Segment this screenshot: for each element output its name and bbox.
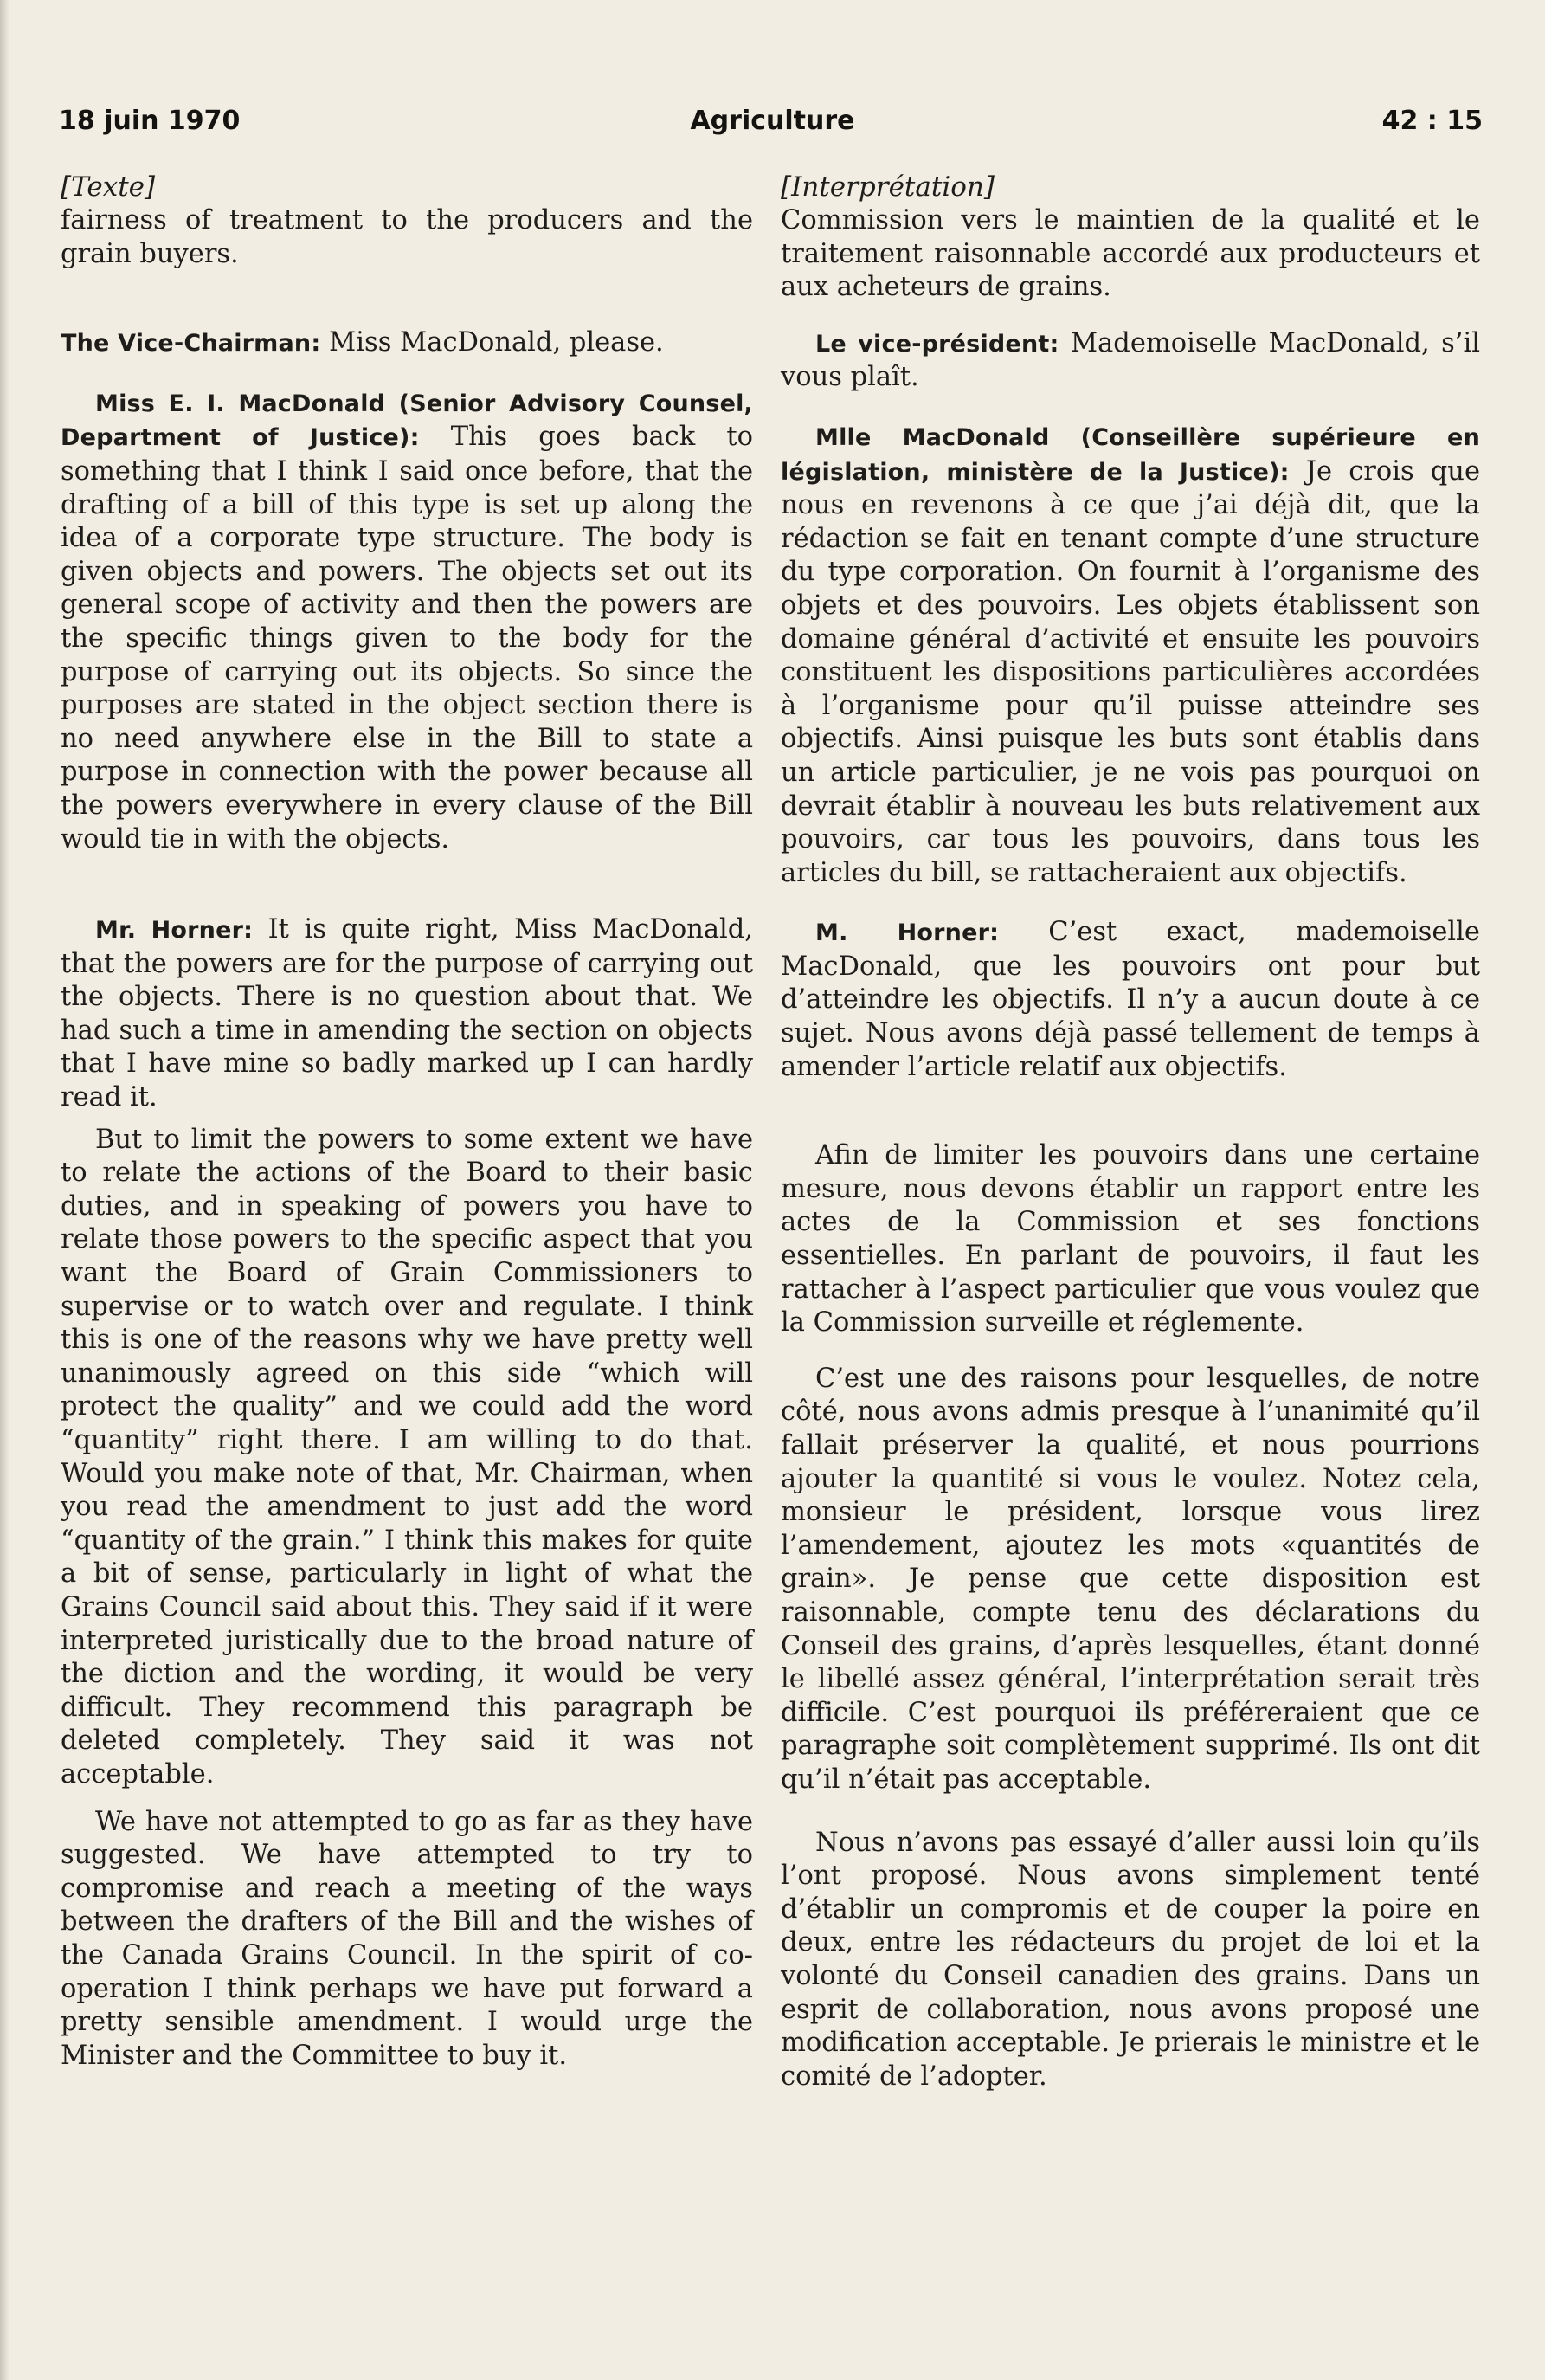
header-date: 18 juin 1970	[59, 106, 241, 136]
speaker-name: The Vice-Chairman:	[61, 330, 321, 358]
header-page-number: 42 : 15	[1381, 106, 1483, 136]
paragraph-vice-president	[781, 327, 1480, 395]
paragraph-body: Afin de limiter les pouvoirs dans une certaine mesure, nous devons établir un rapport entre les actes de la Commission et ses fonctions essentielles. En parlant de pouvoirs, il faut les rattacher à l’aspect particulier que vous voulez que la Commission surveille et réglemente.	[781, 1140, 1480, 1338]
french-column	[781, 170, 1480, 2093]
column-label: [Texte]	[61, 171, 156, 203]
paragraph-intro: Commission vers le maintien de la qualité et le traitement raisonnable accordé aux producteurs et aux acheteurs de grains.	[781, 205, 1480, 303]
speaker-name: Miss E. I. MacDonald (Senior Advisory Counsel, Department of Justice):	[61, 390, 753, 452]
speech-text: It is quite right, Miss MacDonald, that the powers are for the purpose of carrying out the objects. There is no question about that. We had such a time in amending the section on objects that I have mine so badly marked up I can hardly read it.	[61, 914, 753, 1113]
page-edge	[0, 0, 9, 2380]
header-title: Agriculture	[690, 106, 855, 136]
speaker-name: Le vice-président:	[815, 330, 1059, 358]
paragraph-horner	[781, 916, 1480, 1084]
speaker-name: Mlle MacDonald (Conseillère supérieure en législation, ministère de la Justice):	[781, 423, 1480, 486]
paragraph-horner	[61, 913, 753, 1115]
paragraph-macdonald	[61, 387, 753, 856]
paragraph-macdonald	[781, 421, 1480, 890]
speech-text: Je crois que nous en revenons à ce que j’ai déjà dit, que la rédaction se fait en tenant compte d’une structure du type corporation. On fournit à l’organisme des objets et des pouvoirs. Les objets établissent son domaine général d’activité et ensuite les pouvoirs constituent les dispositions particulières accordées à l’organisme pour qu’il puisse atteindre ses objectifs. Ainsi puisque les buts sont établis dans un article particulier, je ne vois pas pourquoi on devrait établir à nouveau les buts relativement aux pouvoirs, car tous les pouvoirs, dans tous les articles du bill, se rattacheraient aux objectifs.	[781, 455, 1481, 888]
paragraph-body: We have not attempted to go as far as they have suggested. We have attempted to try to compromise and reach a meeting of the ways between the drafters of the Bill and the wishes of the Canada Grains Council. In the spirit of co-operation I think perhaps we have put forward a pretty sensible amendment. I would urge the Minister and the Committee to buy it.	[61, 1806, 753, 2071]
paragraph-body: C’est une des raisons pour lesquelles, de notre côté, nous avons admis presque à l’unanimité qu’il fallait préserver la qualité, et nous pourrions ajouter la quantité si vous le voulez. Notez cela, monsieur le président, lorsque vous lirez l’amendement, ajoutez les mots «quantités de grain». Je pense que cette disposition est raisonnable, compte tenu des déclarations du Conseil des grains, d’après lesquelles, étant donné le libellé assez général, l’interprétation serait très difficile. C’est pourquoi ils préféreraient que ce paragraphe soit complètement supprimé. Ils ont dit qu’il n’était pas acceptable.	[781, 1363, 1480, 1795]
speaker-name: M. Horner:	[815, 919, 1000, 947]
paragraph-intro: fairness of treatment to the producers and the grain buyers.	[61, 205, 753, 269]
speech-text: Mademoiselle MacDonald, s’il vous plaît.	[781, 327, 1480, 393]
english-column	[61, 170, 753, 2073]
running-header	[0, 106, 1545, 140]
paragraph-body: But to limit the powers to some extent we have to relate the actions of the Board to their basic duties, and in speaking of powers you have to relate those powers to the specific aspect that you want the Board of Grain Commissioners to supervise or to watch over and regulate. I think this is one of the reasons why we have pretty well unanimously agreed on this side “which will protect the quality” and we could add the word “quantity” right there. I am willing to do that. Would you make note of that, Mr. Chairman, when you read the amendment to just add the word “quantity of the grain.” I think this makes for quite a bit of sense, particularly in light of what the Grains Council said about this. They said if it were interpreted juristically due to the broad nature of the diction and the wording, it would be very difficult. They recommend this paragraph be deleted completely. They said it was not acceptable.	[61, 1124, 753, 1790]
column-label: [Interprétation]	[781, 171, 995, 203]
speaker-name: Mr. Horner:	[95, 917, 254, 945]
paragraph-body: Nous n’avons pas essayé d’aller aussi loin qu’ils l’ont proposé. Nous avons simplement tenté d’établir un compromis et de couper la poire en deux, entre les rédacteurs du projet de loi et la volonté du Conseil canadien des grains. Dans un esprit de collaboration, nous avons proposé une modification acceptable. Je prierais le ministre et le comité de l’adopter.	[781, 1827, 1480, 2092]
speech-text: C’est exact, mademoiselle MacDonald, que les pouvoirs ont pour but d’atteindre les objectifs. Il n’y a aucun doute à ce sujet. Nous avons déjà passé tellement de temps à amender l’article relatif aux objectifs.	[781, 917, 1480, 1082]
paragraph-vice-chairman	[61, 326, 753, 361]
speech-text: This goes back to something that I think I said once before, that the drafting of a bill of this type is set up along the idea of a corporate type structure. The body is given objects and powers. The objects set out its general scope of activity and then the powers are the specific things given to the body for the purpose of carrying out its objects. So since the purposes are stated in the object section there is no need anywhere else in the Bill to state a purpose in connection with the power because all the powers everywhere in every clause of the Bill would tie in with the objects.	[61, 422, 753, 855]
speech-text: Miss MacDonald, please.	[320, 327, 664, 358]
